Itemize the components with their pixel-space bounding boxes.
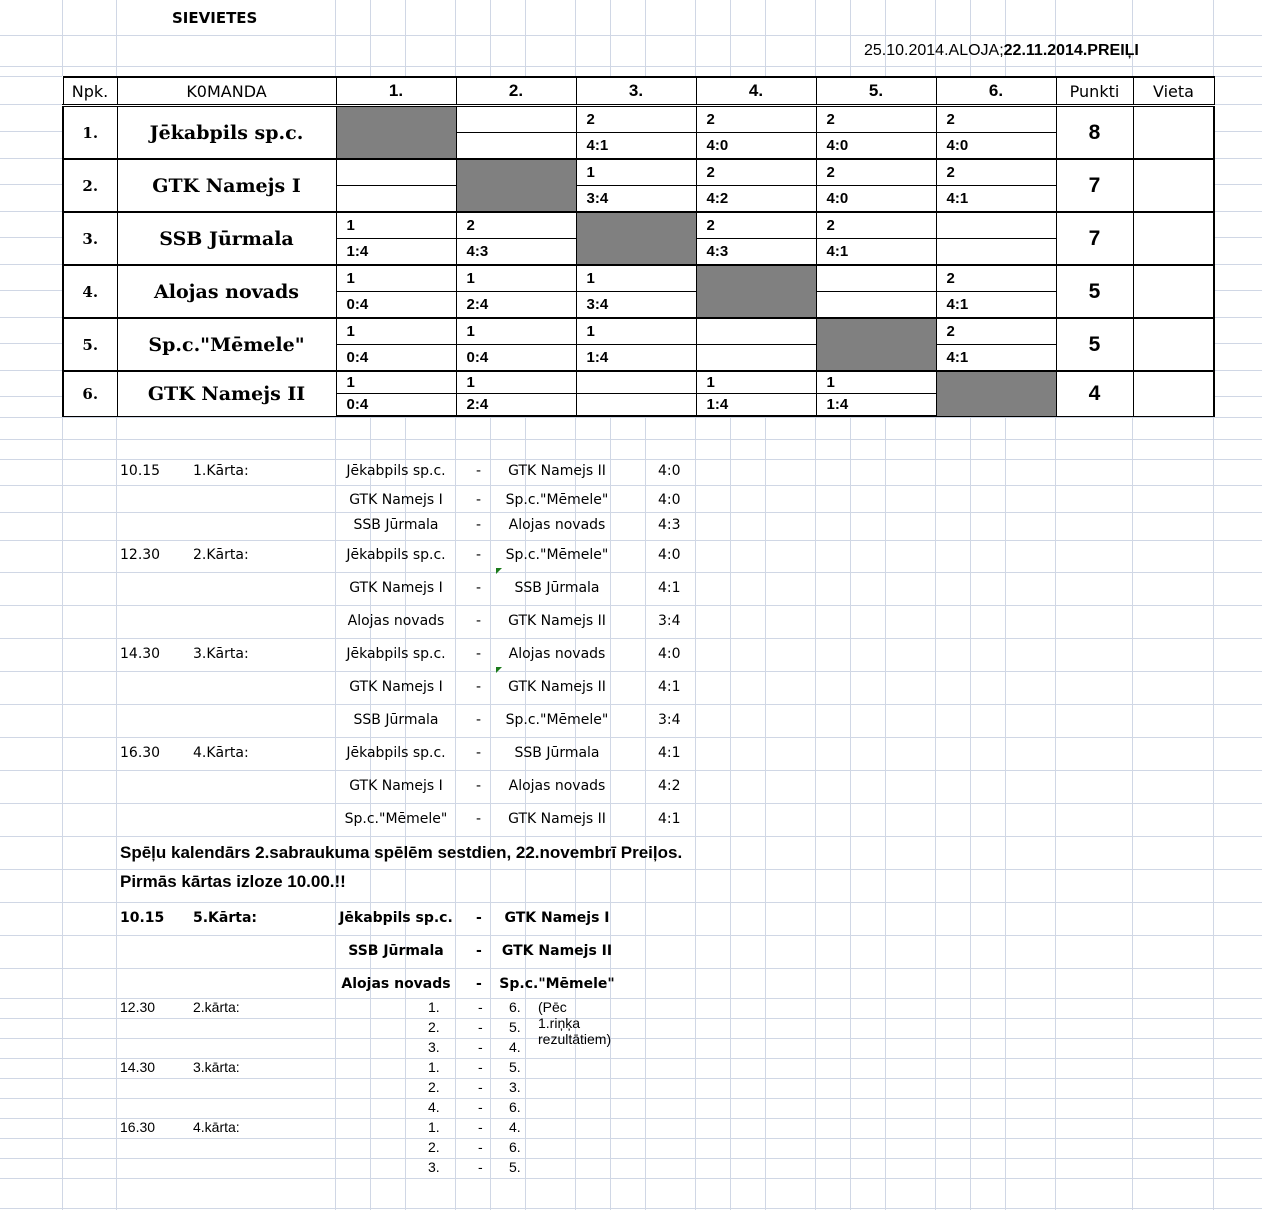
match-home: Sp.c."Mēmele": [344, 811, 448, 827]
match-score: 4:1: [658, 811, 681, 827]
team-place: [1133, 106, 1214, 160]
match-score: 4:0: [658, 463, 681, 479]
match-score: 4:0: [658, 492, 681, 508]
team-points: 7: [1056, 212, 1133, 265]
team-position: 3.: [63, 212, 117, 265]
plan-a: 1.: [428, 999, 440, 1015]
match-points: 2: [696, 159, 816, 186]
match-score: [816, 292, 936, 319]
match-points: [696, 318, 816, 345]
match-dash: -: [476, 517, 482, 533]
match-points: 2: [816, 212, 936, 239]
match-away: Sp.c."Mēmele": [499, 976, 615, 992]
match-score: 4:2: [658, 778, 681, 794]
match-round: 5.Kārta:: [193, 910, 257, 926]
match-score: 0:4: [336, 345, 456, 372]
match-score: 1:4: [336, 239, 456, 266]
match-points: [936, 212, 1056, 239]
match-score: 4:1: [816, 239, 936, 266]
match-round: 3.Kārta:: [193, 646, 249, 662]
match-points: 2: [696, 212, 816, 239]
dates-regular: 25.10.2014.ALOJA;: [864, 42, 1004, 59]
match-score: 4:3: [658, 517, 681, 533]
match-home: Jēkabpils sp.c.: [346, 547, 446, 563]
team-name: GTK Namejs II: [117, 371, 336, 416]
match-points: 1: [816, 371, 936, 394]
plan-time: 14.30: [120, 1059, 156, 1075]
plan-note: (Pēc 1.riņķa rezultātiem): [538, 999, 612, 1047]
header-team: K0MANDA: [117, 77, 336, 106]
standings-header-row: [63, 77, 1214, 106]
plan-a: 3.: [428, 1039, 440, 1055]
plan-dash: -: [478, 1039, 483, 1055]
match-points: [576, 371, 696, 394]
match-away: GTK Namejs II: [501, 943, 613, 959]
team-row: [63, 265, 1214, 292]
match-home: GTK Namejs I: [349, 679, 443, 695]
match-score: 0:4: [456, 345, 576, 372]
header-col-1: 1.: [336, 77, 456, 106]
team-points: 5: [1056, 265, 1133, 318]
plan-dash: -: [478, 1019, 483, 1035]
header-col-5: 5.: [816, 77, 936, 106]
match-points: 1: [336, 371, 456, 394]
comment-indicator-icon[interactable]: [496, 667, 502, 673]
match-score: 4:1: [936, 345, 1056, 372]
self-match-cell: [576, 212, 696, 265]
plan-a: 1.: [428, 1119, 440, 1135]
self-match-cell: [456, 159, 576, 212]
match-home: Alojas novads: [341, 976, 451, 992]
match-round: 4.Kārta:: [193, 745, 249, 761]
match-away: GTK Namejs II: [508, 679, 606, 695]
match-dash: -: [476, 712, 482, 728]
match-time: 10.15: [120, 910, 165, 926]
plan-b: 6.: [509, 1099, 521, 1115]
match-points: [456, 106, 576, 133]
team-points: 8: [1056, 106, 1133, 160]
match-score: 4:0: [658, 646, 681, 662]
plan-dash: -: [478, 999, 483, 1015]
plan-a: 1.: [428, 1059, 440, 1075]
match-score: [336, 186, 456, 213]
match-points: 1: [336, 212, 456, 239]
match-home: SSB Jūrmala: [348, 943, 444, 959]
match-time: 12.30: [120, 547, 161, 563]
match-home: SSB Jūrmala: [353, 517, 439, 533]
header-npk: Npk.: [63, 77, 117, 106]
match-away: Sp.c."Mēmele": [505, 712, 609, 728]
match-score: 2:4: [456, 292, 576, 319]
match-home: GTK Namejs I: [349, 492, 443, 508]
match-score: 4:1: [936, 292, 1056, 319]
team-place: [1133, 318, 1214, 371]
comment-indicator-icon[interactable]: [496, 568, 502, 574]
team-position: 1.: [63, 106, 117, 160]
second-leg-subheading: Pirmās kārtas izloze 10.00.!!: [120, 872, 346, 891]
match-home: GTK Namejs I: [349, 580, 443, 596]
team-name: Jēkabpils sp.c.: [117, 106, 336, 160]
match-away: SSB Jūrmala: [514, 580, 600, 596]
header-col-2: 2.: [456, 77, 576, 106]
match-points: 1: [696, 371, 816, 394]
match-dash: -: [476, 778, 482, 794]
match-score: 4:1: [658, 745, 681, 761]
match-points: 2: [576, 106, 696, 133]
team-position: 2.: [63, 159, 117, 212]
match-away: Sp.c."Mēmele": [505, 492, 609, 508]
header-points: Punkti: [1056, 77, 1133, 106]
team-position: 5.: [63, 318, 117, 371]
match-score: [696, 345, 816, 372]
plan-round: 3.kārta:: [193, 1059, 240, 1075]
header-place: Vieta: [1133, 77, 1214, 106]
match-dash: -: [476, 646, 482, 662]
team-row: [63, 371, 1214, 394]
match-dash: -: [476, 547, 482, 563]
match-away: GTK Namejs II: [508, 613, 606, 629]
match-score: 4:0: [696, 133, 816, 160]
standings-table: [62, 76, 1215, 417]
match-points: 2: [936, 318, 1056, 345]
second-leg-heading: Spēļu kalendārs 2.sabraukuma spēlēm sestdien, 22.novembrī Preiļos.: [120, 843, 683, 862]
match-dash: -: [476, 613, 482, 629]
match-points: 2: [936, 265, 1056, 292]
plan-b: 6.: [509, 999, 521, 1015]
plan-b: 3.: [509, 1079, 521, 1095]
header-col-3: 3.: [576, 77, 696, 106]
match-score: 0:4: [336, 292, 456, 319]
match-score: 4:2: [696, 186, 816, 213]
match-points: 2: [456, 212, 576, 239]
match-score: 4:3: [696, 239, 816, 266]
match-away: Alojas novads: [508, 646, 606, 662]
match-points: 2: [816, 159, 936, 186]
match-score: 4:1: [576, 133, 696, 160]
match-dash: -: [476, 463, 482, 479]
dates-bold: 22.11.2014.PREIĻI: [1003, 42, 1139, 59]
self-match-cell: [696, 265, 816, 318]
plan-a: 2.: [428, 1019, 440, 1035]
match-points: 1: [456, 265, 576, 292]
team-name: Sp.c."Mēmele": [117, 318, 336, 371]
team-position: 6.: [63, 371, 117, 416]
match-score: 3:4: [658, 712, 681, 728]
match-home: Jēkabpils sp.c.: [346, 463, 446, 479]
match-dash: -: [476, 811, 482, 827]
match-points: 1: [336, 265, 456, 292]
plan-dash: -: [478, 1059, 483, 1075]
plan-time: 12.30: [120, 999, 156, 1015]
match-score: [456, 133, 576, 160]
team-points: 7: [1056, 159, 1133, 212]
match-home: Jēkabpils sp.c.: [346, 745, 446, 761]
match-score: [576, 394, 696, 417]
plan-time: 16.30: [120, 1119, 156, 1135]
match-score: 3:4: [658, 613, 681, 629]
team-place: [1133, 265, 1214, 318]
match-points: 1: [456, 318, 576, 345]
self-match-cell: [936, 371, 1056, 416]
plan-a: 3.: [428, 1159, 440, 1175]
team-points: 5: [1056, 318, 1133, 371]
match-away: SSB Jūrmala: [514, 745, 600, 761]
plan-dash: -: [478, 1119, 483, 1135]
team-place: [1133, 371, 1214, 416]
match-score: 1:4: [696, 394, 816, 417]
match-home: Jēkabpils sp.c.: [346, 646, 446, 662]
plan-dash: -: [478, 1159, 483, 1175]
match-time: 14.30: [120, 646, 161, 662]
match-away: GTK Namejs II: [508, 463, 606, 479]
team-row: [63, 159, 1214, 186]
match-time: 16.30: [120, 745, 161, 761]
team-name: SSB Jūrmala: [117, 212, 336, 265]
team-points: 4: [1056, 371, 1133, 416]
match-points: [816, 265, 936, 292]
match-score: 1:4: [576, 345, 696, 372]
match-points: 2: [936, 159, 1056, 186]
team-row: [63, 318, 1214, 345]
match-points: [336, 159, 456, 186]
match-home: Jēkabpils sp.c.: [339, 910, 453, 926]
event-dates: [864, 42, 1139, 60]
team-place: [1133, 212, 1214, 265]
match-away: GTK Namejs II: [508, 811, 606, 827]
match-points: 1: [336, 318, 456, 345]
plan-dash: -: [478, 1099, 483, 1115]
match-round: 2.Kārta:: [193, 547, 249, 563]
header-col-4: 4.: [696, 77, 816, 106]
match-score: 1:4: [816, 394, 936, 417]
sheet-title: SIEVIETES: [172, 9, 258, 27]
plan-dash: -: [478, 1079, 483, 1095]
match-dash: -: [476, 679, 482, 695]
plan-b: 5.: [509, 1019, 521, 1035]
match-score: 4:3: [456, 239, 576, 266]
match-points: 1: [576, 318, 696, 345]
match-dash: -: [476, 580, 482, 596]
plan-b: 4.: [509, 1119, 521, 1135]
match-points: 2: [816, 106, 936, 133]
match-score: 4:1: [658, 580, 681, 596]
match-score: 4:0: [936, 133, 1056, 160]
team-row: [63, 106, 1214, 133]
match-score: 4:0: [816, 133, 936, 160]
match-score: 2:4: [456, 394, 576, 417]
match-home: Alojas novads: [347, 613, 445, 629]
match-away: Alojas novads: [508, 778, 606, 794]
match-away: Alojas novads: [508, 517, 606, 533]
team-name: Alojas novads: [117, 265, 336, 318]
match-score: [936, 239, 1056, 266]
plan-a: 2.: [428, 1139, 440, 1155]
match-score: 4:1: [658, 679, 681, 695]
match-dash: -: [476, 745, 482, 761]
plan-a: 4.: [428, 1099, 440, 1115]
plan-round: 4.kārta:: [193, 1119, 240, 1135]
plan-b: 5.: [509, 1159, 521, 1175]
header-col-6: 6.: [936, 77, 1056, 106]
plan-a: 2.: [428, 1079, 440, 1095]
match-score: 4:0: [816, 186, 936, 213]
match-dash: -: [476, 976, 482, 992]
team-position: 4.: [63, 265, 117, 318]
match-points: 2: [696, 106, 816, 133]
match-score: 0:4: [336, 394, 456, 417]
match-dash: -: [476, 943, 482, 959]
match-dash: -: [476, 492, 482, 508]
match-dash: -: [476, 910, 482, 926]
match-points: 1: [576, 159, 696, 186]
team-place: [1133, 159, 1214, 212]
plan-b: 4.: [509, 1039, 521, 1055]
match-time: 10.15: [120, 463, 161, 479]
match-points: 1: [456, 371, 576, 394]
match-home: GTK Namejs I: [349, 778, 443, 794]
plan-b: 5.: [509, 1059, 521, 1075]
match-points: 2: [936, 106, 1056, 133]
match-score: 4:1: [936, 186, 1056, 213]
self-match-cell: [336, 106, 456, 160]
match-points: 1: [576, 265, 696, 292]
match-away: Sp.c."Mēmele": [505, 547, 609, 563]
match-round: 1.Kārta:: [193, 463, 249, 479]
match-score: 3:4: [576, 186, 696, 213]
match-score: 4:0: [658, 547, 681, 563]
plan-dash: -: [478, 1139, 483, 1155]
team-name: GTK Namejs I: [117, 159, 336, 212]
self-match-cell: [816, 318, 936, 371]
match-home: SSB Jūrmala: [353, 712, 439, 728]
match-score: 3:4: [576, 292, 696, 319]
plan-b: 6.: [509, 1139, 521, 1155]
team-row: [63, 212, 1214, 239]
plan-round: 2.kārta:: [193, 999, 240, 1015]
match-away: GTK Namejs I: [504, 910, 610, 926]
